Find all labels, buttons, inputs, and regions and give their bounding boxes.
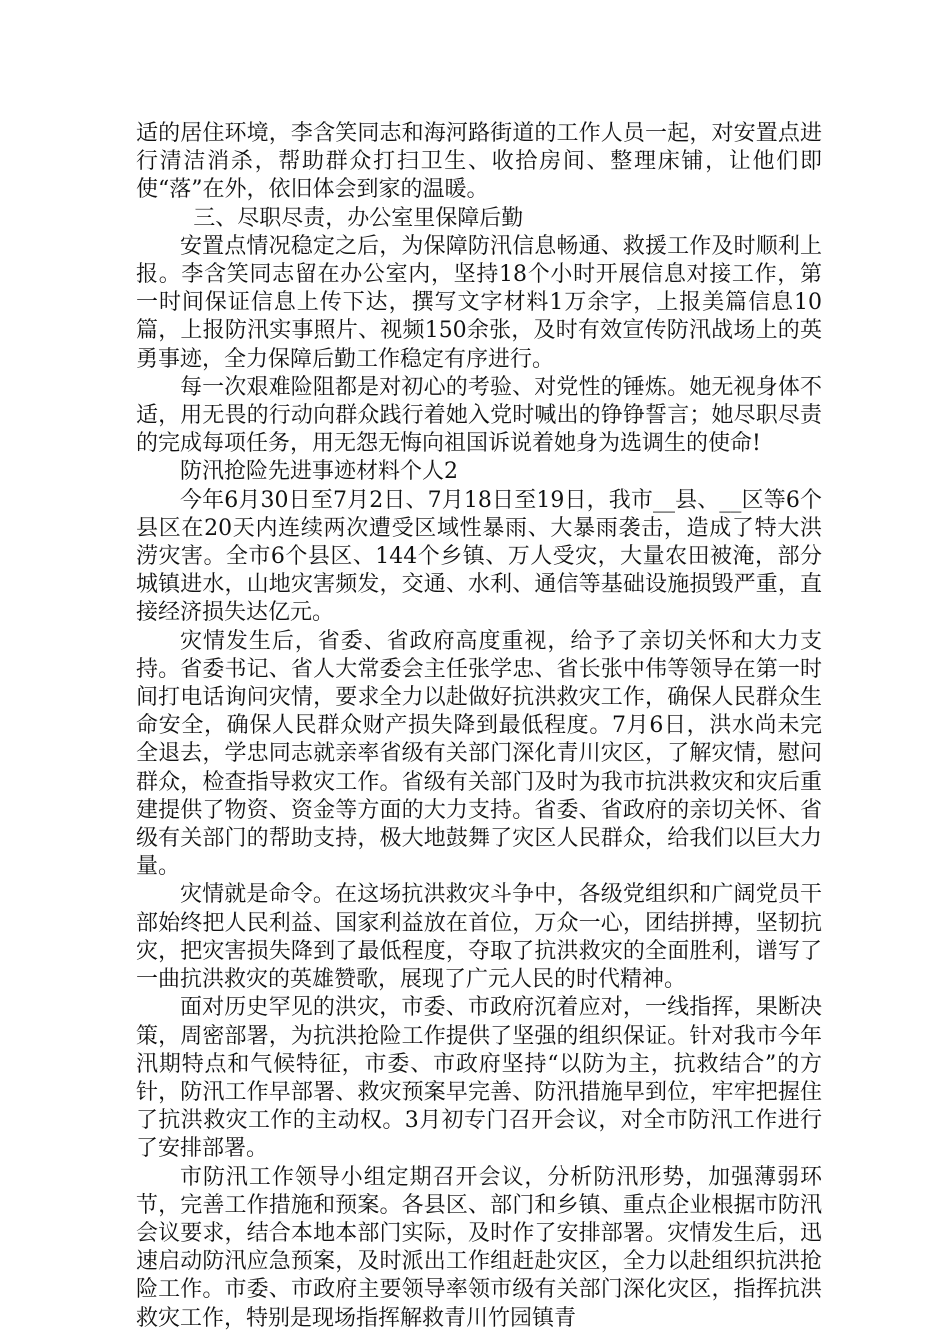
paragraph-orders: 灾情就是命令。在这场抗洪救灾斗争中，各级党组织和广阔党员干部始终把人民利益、国家利益放在首位，万众一心，团结拼搏，坚韧抗灾，把灾害损失降到了最低程度，夺取了抗洪救灾的全面胜利，谱写了一曲抗洪救灾的英雄赞歌，展现了广元人民的时代精神。 [136,882,822,993]
paragraph-disaster-overview: 今年6月30日至7月2日、7月18日至19日，我市__县、__区等6个县区在20天内连续两次遭受区域性暴雨、大暴雨袭击，造成了特大洪涝灾害。全市6个县区、144个乡镇、万人受灾，大量农田被淹，部分城镇进水，山地灾害频发，交通、水利、通信等基础设施损毁严重，直接经济损失达亿元。 [136,487,822,626]
paragraph-conclusion: 每一次艰难险阻都是对初心的考验、对党性的锤炼。她无视身体不适，用无畏的行动向群众践行着她入党时喊出的铮铮誓言；她尽职尽责的完成每项任务，用无怨无悔向祖国诉说着她身为选调生的使命! [136,374,822,457]
paragraph-continuation: 适的居住环境，李含笑同志和海河路街道的工作人员一起，对安置点进行清洁消杀，帮助群众打扫卫生、收拾房间、整理床铺，让他们即使“落”在外，依旧体会到家的温暖。 [136,121,822,203]
section-heading-logistics: 三、尽职尽责，办公室里保障后勤 [193,205,524,231]
paragraph-decision: 面对历史罕见的洪灾，市委、市政府沉着应对，一线指挥，果断决策，周密部署，为抗洪抢险工作提供了坚强的组织保证。针对我市今年汛期特点和气候特征，市委、市政府坚持“以防为主，抗救结合”的方针，防汛工作早部署、救灾预案早完善、防汛措施早到位，牢牢把握住了抗洪救灾工作的主动权。3月初专门召开会议，对全市防汛工作进行了安排部署。 [136,995,822,1162]
paragraph-leadership-group: 市防汛工作领导小组定期召开会议，分析防汛形势，加强薄弱环节，完善工作措施和预案。各县区、部门和乡镇、重点企业根据市防汛会议要求，结合本地本部门实际，及时作了安排部署。灾情发生后，迅速启动防汛应急预案，及时派出工作组赶赴灾区，全力以赴组织抗洪抢险工作。市委、市政府主要领导率领市级有关部门深化灾区，指挥抗洪救灾工作，特别是现场指挥解救青川竹园镇青 [136,1164,822,1331]
document-page [136,120,822,1333]
paragraph-provincial-support: 灾情发生后，省委、省政府高度重视，给予了亲切关怀和大力支持。省委书记、省人大常委会主任张学忠、省长张中伟等领导在第一时间打电话询问灾情，要求全力以赴做好抗洪救灾工作，确保人民群众生命安全，确保人民群众财产损失降到最低程度。7月6日，洪水尚未完全退去，学忠同志就亲率省级有关部门深化青川灾区，了解灾情，慰问群众，检查指导救灾工作。省级有关部门及时为我市抗洪救灾和灾后重建提供了物资、资金等方面的大力支持。省委、省政府的亲切关怀、省级有关部门的帮助支持，极大地鼓舞了灾区人民群众，给我们以巨大力量。 [136,628,822,880]
paragraph-logistics: 安置点情况稳定之后，为保障防汛信息畅通、救援工作及时顺利上报。李含笑同志留在办公室内，坚持18个小时开展信息对接工作，第一时间保证信息上传下达，撰写文字材料1万余字，上报美篇信息10篇，上报防汛实事照片、视频150余张，及时有效宣传防汛战场上的英勇事迹，全力保障后勤工作稳定有序进行。 [136,233,822,372]
document-title-2: 防汛抢险先进事迹材料个人2 [180,459,458,485]
